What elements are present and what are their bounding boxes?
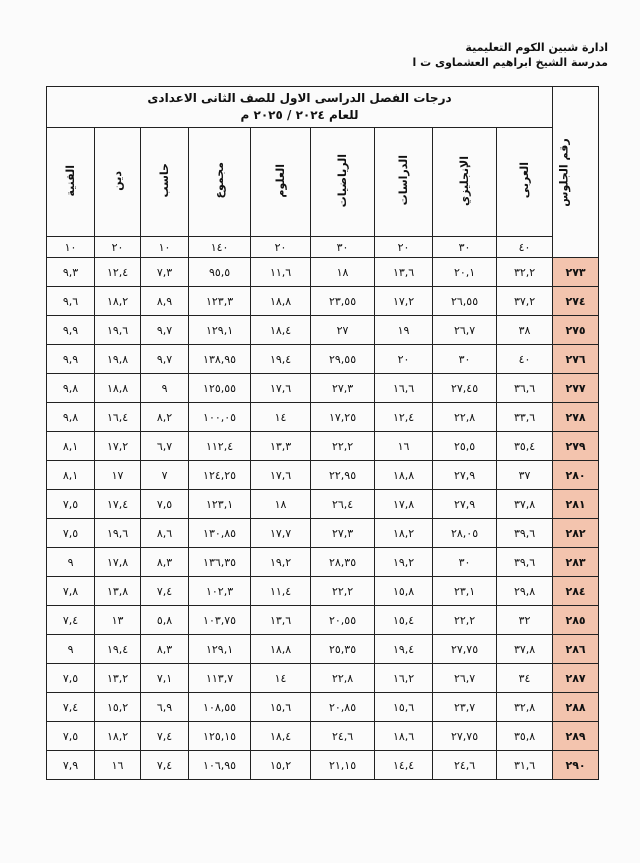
seat-number-cell: ٢٧٥ [553,316,599,345]
grade-cell: ١٤ [251,403,311,432]
grade-cell: ٣٢,٨ [497,693,553,722]
max-score-cell: ١٠ [141,237,189,258]
grade-cell: ٣٢ [497,606,553,635]
column-header-label: مجموع [213,162,227,199]
grade-cell: ٩ [141,374,189,403]
grade-cell: ١٧,٢ [375,287,433,316]
grade-cell: ١٧,٧ [251,519,311,548]
table-row [47,432,599,461]
seat-number-cell: ٢٨٠ [553,461,599,490]
column-header-label: العربى [518,162,532,199]
grade-cell: ١٧,٦ [251,374,311,403]
grade-cell: ١٨,٤ [251,316,311,345]
grade-cell: ٣٠ [433,345,497,374]
grade-cell: ١١٣,٧ [189,664,251,693]
grade-cell: ١٨ [311,258,375,287]
grade-cell: ١٣٠,٨٥ [189,519,251,548]
grade-cell: ٢٦,٤ [311,490,375,519]
grade-cell: ١٧,٨ [375,490,433,519]
grade-cell: ١٥,٢ [95,693,141,722]
grade-cell: ٧,٥ [47,722,95,751]
grade-cell: ٧,٥ [47,519,95,548]
table-row [47,548,599,577]
grade-cell: ٦,٧ [141,432,189,461]
table-title [47,87,553,128]
grade-cell: ٣٦,٦ [497,374,553,403]
grade-cell: ١٩ [375,316,433,345]
table-row [47,316,599,345]
grade-cell: ٣٢,٢ [497,258,553,287]
grade-cell: ١٧,٢٥ [311,403,375,432]
grade-cell: ٨,٦ [141,519,189,548]
grade-cell: ١١٢,٤ [189,432,251,461]
grade-cell: ٣٥,٤ [497,432,553,461]
grade-cell: ١٢,٤ [95,258,141,287]
grade-cell: ٣٧ [497,461,553,490]
max-score-cell: ٢٠ [251,237,311,258]
grade-cell: ٩ [47,548,95,577]
grade-cell: ٢٧,٣ [311,519,375,548]
grade-cell: ٢٢,٩٥ [311,461,375,490]
max-score-cell: ٣٠ [433,237,497,258]
grade-cell: ٢٢,٨ [433,403,497,432]
grade-cell: ١٨,٨ [251,635,311,664]
seat-number-header-label: رقم الجلوس [557,137,571,207]
grade-cell: ١٧,٦ [251,461,311,490]
grade-cell: ٢٢,٢ [311,432,375,461]
grade-cell: ١٨,٢ [375,519,433,548]
seat-number-cell: ٢٨٩ [553,722,599,751]
grade-cell: ١٠٨,٥٥ [189,693,251,722]
grade-cell: ١٤,٤ [375,751,433,780]
column-header-label: الرياضيات [336,153,350,208]
grade-cell: ١٣,٣ [251,432,311,461]
seat-number-cell: ٢٨٤ [553,577,599,606]
header-line-administration: ادارة شبين الكوم التعليمية [465,41,608,54]
grade-cell: ٢٢,٨ [311,664,375,693]
seat-number-cell: ٢٧٣ [553,258,599,287]
table-row [47,635,599,664]
grade-cell: ١٠٢,٣ [189,577,251,606]
grade-cell: ١٥,٤ [375,606,433,635]
grade-cell: ٢٥,٥ [433,432,497,461]
grade-cell: ٨,١ [47,432,95,461]
table-row [47,693,599,722]
grade-cell: ٧,٤ [47,606,95,635]
seat-number-cell: ٢٨٦ [553,635,599,664]
grade-cell: ١٧,٤ [95,490,141,519]
grade-cell: ٢٦,٧ [433,316,497,345]
column-header-label: دين [111,170,125,191]
grade-cell: ٣٠ [433,548,497,577]
grade-cell: ٧ [141,461,189,490]
grade-cell: ١١,٤ [251,577,311,606]
grade-cell: ٥,٨ [141,606,189,635]
seat-number-cell: ٢٧٩ [553,432,599,461]
grade-cell: ٣٧,٨ [497,635,553,664]
grade-cell: ١٥,٢ [251,751,311,780]
grade-cell: ١٦,٤ [95,403,141,432]
grade-cell: ٣٧,٨ [497,490,553,519]
grade-cell: ٢٧,٣ [311,374,375,403]
grade-cell: ١٨,٢ [95,287,141,316]
grade-cell: ٢١,١٥ [311,751,375,780]
column-header [311,128,375,237]
grade-cell: ١٥,٨ [375,577,433,606]
grade-cell: ١٢٤,٢٥ [189,461,251,490]
grade-cell: ٢٧ [311,316,375,345]
column-header [497,128,553,237]
school-header [413,40,608,70]
grade-cell: ١٦ [375,432,433,461]
max-score-cell: ١٤٠ [189,237,251,258]
grade-cell: ١٦,٢ [375,664,433,693]
grade-cell: ١٣,٨ [95,577,141,606]
table-row [47,345,599,374]
grade-cell: ٩,٧ [141,316,189,345]
header-line-school: مدرسة الشيخ ابراهيم العشماوى ت ا [412,56,608,69]
table-row [47,722,599,751]
grade-cell: ١٧,٢ [95,432,141,461]
grade-cell: ٧,٣ [141,258,189,287]
grade-cell: ١٢,٤ [375,403,433,432]
column-header [141,128,189,237]
grade-cell: ٦,٩ [141,693,189,722]
grade-cell: ٨,٣ [141,548,189,577]
grade-cell: ٢٤,٦ [311,722,375,751]
grade-cell: ١٣,٦ [375,258,433,287]
grades-table [46,86,599,780]
grade-cell: ٧,٩ [47,751,95,780]
grade-cell: ٢٠,٥٥ [311,606,375,635]
grade-cell: ٨,٩ [141,287,189,316]
seat-number-cell: ٢٧٧ [553,374,599,403]
grade-cell: ٢٦,٥٥ [433,287,497,316]
grade-cell: ٩,٩ [47,345,95,374]
table-row [47,374,599,403]
grade-cell: ٧,٤ [141,577,189,606]
grade-cell: ٢٣,١ [433,577,497,606]
table-row [47,287,599,316]
grade-cell: ١٩,٤ [95,635,141,664]
grade-cell: ١٢٥,٥٥ [189,374,251,403]
grade-cell: ٢٥,٣٥ [311,635,375,664]
grade-cell: ٩,٩ [47,316,95,345]
grade-cell: ١٠٣,٧٥ [189,606,251,635]
grade-cell: ٩ [47,635,95,664]
grade-cell: ٣٩,٦ [497,519,553,548]
grade-cell: ١٩,٢ [251,548,311,577]
column-header-label: العلوم [274,163,288,198]
grade-cell: ١٣٦,٣٥ [189,548,251,577]
grade-cell: ٩٥,٥ [189,258,251,287]
table-title-line2: للعام ٢٠٢٤ / ٢٠٢٥ م [240,108,359,122]
grade-cell: ١٩,٦ [95,519,141,548]
grade-cell: ١٤ [251,664,311,693]
grade-cell: ٣٨ [497,316,553,345]
grade-cell: ٢٠,٨٥ [311,693,375,722]
max-score-cell: ٣٠ [311,237,375,258]
grade-cell: ١٨,٤ [251,722,311,751]
grade-cell: ٢٧,٩ [433,461,497,490]
grade-cell: ٧,٤ [47,693,95,722]
table-row [47,577,599,606]
grade-cell: ٢٧,٧٥ [433,722,497,751]
column-headers-row [47,128,599,237]
grade-cell: ١٦ [95,751,141,780]
grade-cell: ٩,٦ [47,287,95,316]
grade-cell: ١٢٣,٣ [189,287,251,316]
grade-cell: ١٩,٦ [95,316,141,345]
grade-cell: ١٢٣,١ [189,490,251,519]
table-row [47,664,599,693]
column-header [95,128,141,237]
seat-number-cell: ٢٨٢ [553,519,599,548]
grade-cell: ٢٨,٣٥ [311,548,375,577]
grade-cell: ٢٣,٧ [433,693,497,722]
grade-cell: ٢٩,٨ [497,577,553,606]
grade-cell: ٣٩,٦ [497,548,553,577]
grade-cell: ٢٢,٢ [433,606,497,635]
grade-cell: ١١,٦ [251,258,311,287]
grade-cell: ١٨,٦ [375,722,433,751]
grade-cell: ٧,٥ [47,490,95,519]
grade-cell: ١٨,٨ [375,461,433,490]
grade-cell: ٧,٨ [47,577,95,606]
grade-cell: ٩,٧ [141,345,189,374]
table-title-line1: درجات الفصل الدراسى الاول للصف الثانى الاعدادى [147,91,452,105]
grade-cell: ١٧,٨ [95,548,141,577]
grade-cell: ٢٨,٠٥ [433,519,497,548]
grade-cell: ١٥,٦ [375,693,433,722]
grade-cell: ٣١,٦ [497,751,553,780]
grade-cell: ٣٤ [497,664,553,693]
seat-number-cell: ٢٩٠ [553,751,599,780]
grade-cell: ١٠٦,٩٥ [189,751,251,780]
grade-cell: ٨,١ [47,461,95,490]
grade-cell: ١٣٨,٩٥ [189,345,251,374]
table-row [47,461,599,490]
grade-cell: ١٨,٨ [251,287,311,316]
table-row [47,490,599,519]
seat-number-cell: ٢٧٨ [553,403,599,432]
max-score-cell: ٤٠ [497,237,553,258]
table-row [47,751,599,780]
grade-cell: ٣٧,٢ [497,287,553,316]
max-score-cell: ١٠ [47,237,95,258]
grade-cell: ٢٣,٥٥ [311,287,375,316]
max-score-cell: ٢٠ [95,237,141,258]
max-scores-row [47,237,599,258]
grade-cell: ٧,١ [141,664,189,693]
grade-cell: ١٠٠,٠٥ [189,403,251,432]
grade-cell: ٢٢,٢ [311,577,375,606]
grade-cell: ٧,٥ [141,490,189,519]
column-header [47,128,95,237]
grade-cell: ٢٦,٧ [433,664,497,693]
table-row [47,606,599,635]
grade-cell: ١٢٩,١ [189,635,251,664]
grade-cell: ١٩,٨ [95,345,141,374]
grade-cell: ٣٣,٦ [497,403,553,432]
grade-cell: ١٩,٤ [375,635,433,664]
grade-cell: ١٣,٢ [95,664,141,693]
grade-cell: ٢٩,٥٥ [311,345,375,374]
seat-number-cell: ٢٨١ [553,490,599,519]
grade-cell: ٢٧,٤٥ [433,374,497,403]
grade-cell: ٢٠ [375,345,433,374]
seat-number-cell: ٢٨٣ [553,548,599,577]
grade-cell: ١٦,٦ [375,374,433,403]
grade-cell: ٢٤,٦ [433,751,497,780]
grade-cell: ٨,٣ [141,635,189,664]
column-header-label: الفنية [64,164,78,197]
grade-cell: ٩,٣ [47,258,95,287]
column-header [189,128,251,237]
grade-cell: ٧,٤ [141,751,189,780]
grade-cell: ٣٥,٨ [497,722,553,751]
seat-number-cell: ٢٨٨ [553,693,599,722]
grade-cell: ١٣,٦ [251,606,311,635]
grade-cell: ١٩,٤ [251,345,311,374]
grade-cell: ٩,٨ [47,403,95,432]
grade-cell: ١٩,٢ [375,548,433,577]
column-header-label: الدراسات [397,155,411,206]
column-header [433,128,497,237]
grade-cell: ١٨ [251,490,311,519]
grade-cell: ١٨,٨ [95,374,141,403]
seat-number-cell: ٢٧٤ [553,287,599,316]
grade-cell: ١٨,٢ [95,722,141,751]
grade-cell: ١٧ [95,461,141,490]
grade-cell: ١٣ [95,606,141,635]
grade-cell: ٢٧,٧٥ [433,635,497,664]
table-row [47,519,599,548]
grade-cell: ١٢٥,١٥ [189,722,251,751]
table-row [47,403,599,432]
table-row [47,258,599,287]
seat-number-cell: ٢٨٧ [553,664,599,693]
column-header [375,128,433,237]
column-header-label: الإنجليزي [458,155,472,206]
column-header [251,128,311,237]
grade-cell: ٢٠,١ [433,258,497,287]
grade-cell: ٧,٤ [141,722,189,751]
seat-number-header [553,87,599,258]
column-header-label: حاسب [158,163,172,198]
grade-cell: ٤٠ [497,345,553,374]
grade-cell: ٢٧,٩ [433,490,497,519]
grade-cell: ١٢٩,١ [189,316,251,345]
grade-cell: ٧,٥ [47,664,95,693]
seat-number-cell: ٢٧٦ [553,345,599,374]
grade-cell: ٨,٢ [141,403,189,432]
max-score-cell: ٢٠ [375,237,433,258]
grade-cell: ٩,٨ [47,374,95,403]
grade-cell: ١٥,٦ [251,693,311,722]
seat-number-cell: ٢٨٥ [553,606,599,635]
